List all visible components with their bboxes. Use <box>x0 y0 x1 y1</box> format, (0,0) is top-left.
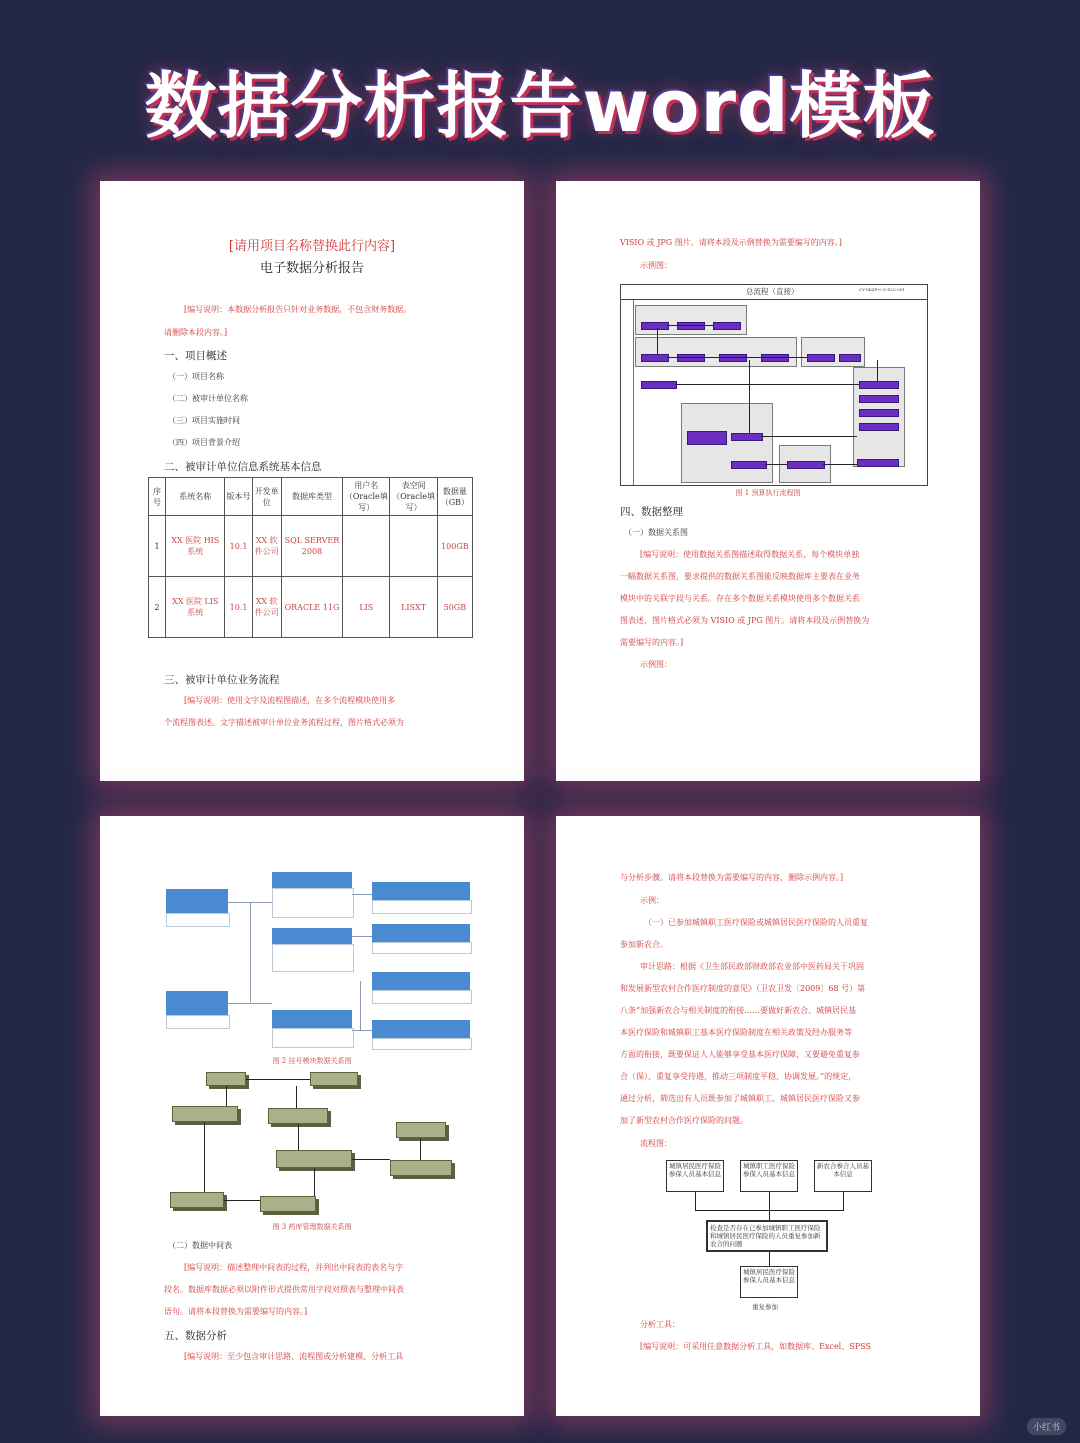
cell: XX 软件公司 <box>252 516 281 577</box>
cell: XX 医院 LIS 系统 <box>166 577 225 638</box>
flow-line <box>769 1252 770 1266</box>
note-4-line: [编写说明：使用数据关系图描述取得数据关系，每个模块单独 <box>640 550 860 559</box>
document-page-1 <box>100 181 524 781</box>
th-username: 用户名（Oracle填写） <box>343 478 390 516</box>
watermark: 小红书 <box>1027 1418 1066 1435</box>
process-box <box>731 461 767 469</box>
figure-2-caption: 图 2 挂号模块数据关系图 <box>272 1057 352 1065</box>
note-5-line: 语句。请将本段替换为需要编写的内容。] <box>164 1307 308 1316</box>
paragraph-line: 审计思路：根据《卫生部民政部财政部农业部中医药局关于巩固 <box>640 962 864 971</box>
cell: SQL SERVER 2008 <box>281 516 342 577</box>
entity-fields <box>166 913 230 927</box>
entity-table <box>272 928 352 944</box>
paragraph-line: 方面的衔接，既要保证人人能够享受基本医疗保障，又要避免重复参 <box>620 1050 860 1059</box>
relation-line <box>250 902 251 1002</box>
note-5-line: 段名。数据库数据必须以附件形式提供常用字段对照表与整理中间表 <box>164 1285 404 1294</box>
entity-fields <box>372 1038 472 1050</box>
figure-3-caption: 图 3 药库管理数据关系图 <box>272 1223 352 1231</box>
relation-line <box>360 981 361 1031</box>
note-1a: [编写说明：本数据分析报告只针对业务数据，不包含财务数据。 <box>184 305 412 314</box>
th-data-volume: 数据量（GB） <box>437 478 472 516</box>
flow-result-label: 重复参加 <box>752 1303 778 1311</box>
cell: 100GB <box>437 516 472 577</box>
note-top: VISIO 或 JPG 图片。请将本段及示例替换为需要编写的内容。] <box>620 238 842 247</box>
cell: 10.1 <box>225 577 252 638</box>
entity-table <box>260 1196 316 1212</box>
process-box <box>677 354 705 362</box>
case-title-b: 参加新农合。 <box>620 940 668 949</box>
relation-line <box>352 936 372 937</box>
tools-label: 分析工具： <box>640 1320 680 1329</box>
table-row <box>149 516 473 577</box>
th-system-name: 系统名称 <box>166 478 225 516</box>
tools-note: [编写说明：可采用任意数据分析工具，如数据库、Excel、SPSS <box>640 1342 871 1351</box>
paragraph-line: 加了新型农村合作医疗保险的问题。 <box>620 1116 748 1125</box>
budget-flow-diagram <box>620 284 928 486</box>
cell: LISXT <box>390 577 437 638</box>
section-4-heading: 四、数据整理 <box>620 506 683 518</box>
th-index: 序号 <box>149 478 166 516</box>
cell: 50GB <box>437 577 472 638</box>
process-box <box>641 322 669 330</box>
note-6: [编写说明：至少包含审计思路、流程图或分析建模、分析工具 <box>184 1352 404 1361</box>
process-box <box>761 354 789 362</box>
entity-table <box>170 1192 224 1208</box>
table-header-row <box>149 478 473 516</box>
system-info-table <box>148 477 473 638</box>
report-title: 电子数据分析报告 <box>259 261 364 276</box>
cell: 2 <box>149 577 166 638</box>
note-4-line: 模块中的关联字段与关系。存在多个数据关系模块使用多个数据关系 <box>620 594 860 603</box>
entity-fields <box>272 1028 354 1048</box>
process-box <box>859 395 899 403</box>
process-box <box>731 433 763 441</box>
relation-line <box>228 1003 272 1004</box>
process-box <box>719 354 747 362</box>
process-box <box>687 431 727 445</box>
entity-table <box>276 1150 352 1168</box>
item-1: （一）项目名称 <box>168 372 224 381</box>
table-row <box>149 577 473 638</box>
entity-table <box>372 882 470 900</box>
flow-box-rural-coop: 新农合参合人员基本信息 <box>814 1160 872 1192</box>
flow-line <box>765 464 787 465</box>
process-box <box>807 354 835 362</box>
relation-line <box>296 1086 297 1108</box>
cell: 1 <box>149 516 166 577</box>
process-box <box>857 459 899 467</box>
entity-fields <box>272 888 354 918</box>
paragraph-line: 合（保）、重复享受待遇，推动三项制度平稳、协调发展。”的规定， <box>620 1072 857 1081</box>
entity-table <box>310 1072 358 1086</box>
flow-box-check: 检查是否存在已参加城镇职工医疗保险和城镇居民医疗保险的人员重复参加新农合的问题 <box>706 1220 828 1252</box>
note-4-line: 一幅数据关系图，要求提供的数据关系图能反映数据库主要表在业务 <box>620 572 860 581</box>
main-title: 数据分析报告word模板 <box>144 64 936 148</box>
entity-fields <box>372 942 472 954</box>
cell: ORACLE 11G <box>281 577 342 638</box>
cell <box>390 516 437 577</box>
flow-line <box>675 384 859 385</box>
item-3: （三）项目实施时间 <box>168 416 240 425</box>
entity-fields <box>372 990 472 1004</box>
section-5-heading: 五、数据分析 <box>164 1330 227 1342</box>
relation-line <box>226 1086 227 1106</box>
note-4-line: 需要编写的内容。] <box>620 638 684 647</box>
process-box <box>787 461 825 469</box>
process-group <box>635 305 747 335</box>
note-3a: [编写说明：使用文字及流程图描述，在多个流程模块使用多 <box>184 696 396 705</box>
flow-line <box>667 325 713 326</box>
flow-box-urban-resident: 城镇居民医疗保险参保人员基本信息 <box>666 1160 724 1192</box>
example-label-2: 示例图： <box>640 660 672 669</box>
note-5-line: [编写说明：描述整理中间表的过程，并列出中间表的表名与字 <box>184 1263 404 1272</box>
cell: 10.1 <box>225 516 252 577</box>
case-title-a: （一）已参加城镇职工医疗保险或城镇居民医疗保险的人员重复 <box>644 918 868 927</box>
entity-table <box>172 1106 238 1122</box>
item-4: （四）项目背景介绍 <box>168 438 240 447</box>
th-version: 版本号 <box>225 478 252 516</box>
diagram-code: CY-GKZP-C-G-ZLC-001 <box>859 287 905 292</box>
subsection-1: （一）数据关系图 <box>624 528 688 537</box>
lane-divider <box>633 300 634 485</box>
relation-line <box>352 1159 390 1160</box>
header-divider <box>621 299 927 300</box>
entity-table <box>268 1108 328 1124</box>
th-developer: 开发单位 <box>252 478 281 516</box>
flow-box-result: 城镇居民医疗保险参保人员基本信息 <box>740 1266 798 1298</box>
process-group <box>635 337 797 367</box>
th-db-type: 数据库类型 <box>281 478 342 516</box>
entity-table <box>166 889 228 913</box>
entity-table <box>272 1010 352 1028</box>
process-box <box>641 354 669 362</box>
relation-line <box>352 1030 372 1031</box>
flow-line <box>877 360 878 381</box>
paragraph-line: 本医疗保险和城镇职工基本医疗保险制度在相关政策及经办服务等 <box>620 1028 852 1037</box>
entity-table <box>390 1160 452 1176</box>
entity-table <box>272 872 352 888</box>
th-tablespace: 表空间（Oracle填写） <box>390 478 437 516</box>
document-page-2 <box>556 181 980 781</box>
entity-table <box>206 1072 246 1086</box>
example-label-1: 示例图： <box>640 261 672 270</box>
flow-line <box>695 1192 696 1210</box>
relation-line <box>420 1138 421 1160</box>
cell <box>343 516 390 577</box>
relation-line <box>298 1124 299 1150</box>
note-4-line: 图表述，图片格式必须为 VISIO 或 JPG 图片。请将本段及示例替换为 <box>620 616 870 625</box>
flow-line <box>695 1210 844 1211</box>
relation-line <box>314 1168 315 1196</box>
flow-box-urban-employee: 城镇职工医疗保险参保人员基本信息 <box>740 1160 798 1192</box>
relation-line <box>224 1200 260 1201</box>
relation-line <box>204 1122 205 1192</box>
document-page-4 <box>556 816 980 1416</box>
paragraph-line: 通过分析，筛选出有人员既参加了城镇职工、城镇居民医疗保险又参 <box>620 1094 860 1103</box>
flow-line <box>769 1192 770 1220</box>
process-box <box>859 409 899 417</box>
process-box <box>713 322 741 330</box>
item-2: （二）被审计单位名称 <box>168 394 248 403</box>
example-label: 示例： <box>640 896 664 905</box>
relation-line <box>352 894 372 895</box>
flow-line <box>667 357 807 358</box>
note-3b: 个流程图表述。文字描述被审计单位业务流程过程，图片格式必须为 <box>164 718 404 727</box>
entity-fields <box>372 900 472 914</box>
cell: XX 软件公司 <box>252 577 281 638</box>
flow-label: 流程图： <box>640 1139 672 1148</box>
process-group <box>801 337 865 367</box>
cell: XX 医院 HIS 系统 <box>166 516 225 577</box>
flow-line <box>749 360 750 433</box>
top-note: 与分析步骤。请将本段替换为需要编写的内容，删除示例内容。] <box>620 873 844 882</box>
project-title: [请用项目名称替换此行内容] <box>228 239 396 254</box>
figure-1-caption: 图 1 预算执行流程图 <box>735 489 801 497</box>
process-box <box>859 381 899 389</box>
process-box <box>839 354 861 362</box>
entity-table <box>166 991 228 1015</box>
section-1-heading: 一、项目概述 <box>164 350 227 362</box>
cell: LIS <box>343 577 390 638</box>
note-1b: 请删除本段内容。] <box>164 328 228 337</box>
section-2-heading: 二、被审计单位信息系统基本信息 <box>164 461 322 473</box>
paragraph-line: 和发展新型农村合作医疗制度的意见》（卫农卫发〔2009〕68 号）第 <box>620 984 866 993</box>
entity-table <box>372 924 470 942</box>
flow-line <box>761 436 857 437</box>
entity-fields <box>272 944 354 972</box>
section-3-heading: 三、被审计单位业务流程 <box>164 674 280 686</box>
entity-table <box>372 1020 470 1038</box>
flow-line <box>843 1192 844 1210</box>
relation-line <box>246 1079 310 1080</box>
flow-line <box>657 328 658 354</box>
entity-table <box>396 1122 446 1138</box>
entity-table <box>372 972 470 990</box>
diagram-title: 总流程（直接） <box>746 287 799 296</box>
paragraph-line: 八条“加强新农合与相关制度的衔接……要做好新农合、城镇居民基 <box>620 1006 857 1015</box>
entity-fields <box>166 1015 230 1029</box>
process-box <box>859 423 899 431</box>
process-box <box>641 381 677 389</box>
process-box <box>677 322 705 330</box>
document-page-3 <box>100 816 524 1416</box>
subsection-2: （二）数据中间表 <box>168 1241 232 1250</box>
flow-line <box>823 464 857 465</box>
